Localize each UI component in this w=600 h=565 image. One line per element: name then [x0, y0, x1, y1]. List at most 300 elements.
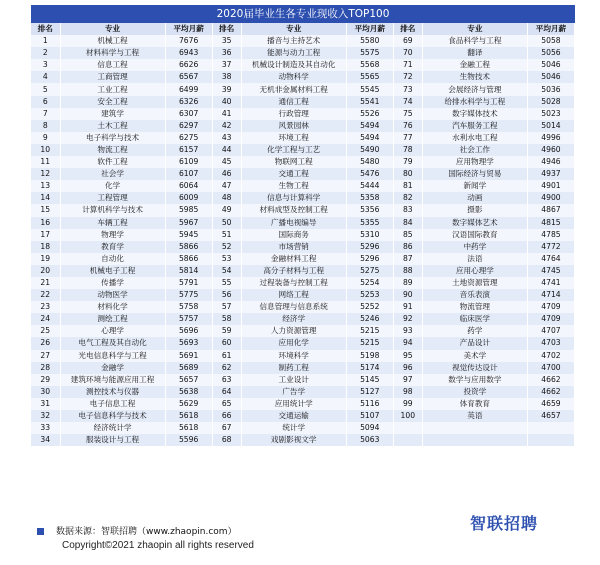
- salary-cell: 5985: [165, 204, 212, 216]
- major-cell: 生物工程: [241, 180, 346, 192]
- major-cell: 英语: [422, 410, 527, 422]
- salary-cell: 5775: [165, 289, 212, 301]
- table-row: [31, 120, 575, 132]
- rank-cell: 62: [212, 362, 241, 374]
- rank-cell: 81: [393, 180, 422, 192]
- salary-cell: 4901: [527, 180, 574, 192]
- major-cell: 计算机科学与技术: [60, 204, 165, 216]
- rank-cell: 97: [393, 374, 422, 386]
- salary-cell: 5580: [346, 35, 393, 47]
- rank-cell: 1: [31, 35, 60, 47]
- rank-cell: 17: [31, 229, 60, 241]
- major-cell: 广播电视编导: [241, 217, 346, 229]
- salary-cell: 5618: [165, 410, 212, 422]
- rank-cell: 90: [393, 289, 422, 301]
- salary-cell: 5545: [346, 83, 393, 95]
- table-row: [31, 277, 575, 289]
- rank-cell: 87: [393, 253, 422, 265]
- rank-cell: 52: [212, 241, 241, 253]
- major-cell: 建筑环境与能源应用工程: [60, 374, 165, 386]
- major-cell: 应用物理学: [422, 156, 527, 168]
- salary-cell: 4657: [527, 410, 574, 422]
- salary-cell: 4764: [527, 253, 574, 265]
- rank-cell: 71: [393, 59, 422, 71]
- salary-cell: 6009: [165, 192, 212, 204]
- rank-cell: [393, 422, 422, 434]
- major-cell: 摄影: [422, 204, 527, 216]
- table-row: [31, 301, 575, 313]
- salary-cell: 4659: [527, 398, 574, 410]
- rank-cell: 61: [212, 350, 241, 362]
- rank-cell: 30: [31, 386, 60, 398]
- table-row: [31, 156, 575, 168]
- header-salary: 平均月薪: [346, 23, 393, 35]
- major-cell: 中药学: [422, 241, 527, 253]
- major-cell: 能源与动力工程: [241, 47, 346, 59]
- rank-cell: 72: [393, 71, 422, 83]
- major-cell: 视觉传达设计: [422, 362, 527, 374]
- major-cell: 机械电子工程: [60, 265, 165, 277]
- table-row: [31, 253, 575, 265]
- rank-cell: 84: [393, 217, 422, 229]
- salary-cell: 6109: [165, 156, 212, 168]
- salary-cell: 5866: [165, 241, 212, 253]
- major-cell: 材料化学: [60, 301, 165, 313]
- rank-cell: 55: [212, 277, 241, 289]
- salary-cell: 4700: [527, 362, 574, 374]
- rank-cell: 39: [212, 83, 241, 95]
- major-cell: 动画: [422, 192, 527, 204]
- rank-cell: 89: [393, 277, 422, 289]
- salary-cell: 4867: [527, 204, 574, 216]
- salary-cell: 5056: [527, 47, 574, 59]
- major-cell: 金融工程: [422, 59, 527, 71]
- table-row: [31, 422, 575, 434]
- major-cell: 过程装备与控制工程: [241, 277, 346, 289]
- salary-cell: 5526: [346, 108, 393, 120]
- salary-cell: 4946: [527, 156, 574, 168]
- major-cell: 食品科学与工程: [422, 35, 527, 47]
- major-cell: 应用心理学: [422, 265, 527, 277]
- major-cell: 信息工程: [60, 59, 165, 71]
- salary-cell: 5629: [165, 398, 212, 410]
- rank-cell: 79: [393, 156, 422, 168]
- salary-cell: 4662: [527, 374, 574, 386]
- major-cell: 软件工程: [60, 156, 165, 168]
- major-cell: 动物医学: [60, 289, 165, 301]
- major-cell: 服装设计与工程: [60, 434, 165, 446]
- rank-cell: 69: [393, 35, 422, 47]
- major-cell: 制药工程: [241, 362, 346, 374]
- major-cell: 信息管理与信息系统: [241, 301, 346, 313]
- major-cell: 数字媒体技术: [422, 108, 527, 120]
- rank-cell: 99: [393, 398, 422, 410]
- salary-cell: 5046: [527, 71, 574, 83]
- table-body: [31, 35, 575, 446]
- major-cell: 应用化学: [241, 337, 346, 349]
- major-cell: 临床医学: [422, 313, 527, 325]
- salary-cell: 6064: [165, 180, 212, 192]
- rank-cell: 58: [212, 313, 241, 325]
- major-cell: 翻译: [422, 47, 527, 59]
- header-major: 专业: [422, 23, 527, 35]
- rank-cell: 80: [393, 168, 422, 180]
- table-row: [31, 241, 575, 253]
- major-cell: 金融学: [60, 362, 165, 374]
- rank-cell: 73: [393, 83, 422, 95]
- salary-cell: 5253: [346, 289, 393, 301]
- rank-cell: 53: [212, 253, 241, 265]
- rank-cell: 45: [212, 156, 241, 168]
- salary-cell: 6567: [165, 71, 212, 83]
- salary-cell: 5252: [346, 301, 393, 313]
- table-row: [31, 337, 575, 349]
- table-row: [31, 204, 575, 216]
- salary-cell: 5127: [346, 386, 393, 398]
- rank-cell: 92: [393, 313, 422, 325]
- table-row: [31, 325, 575, 337]
- major-cell: 工业设计: [241, 374, 346, 386]
- salary-cell: 6275: [165, 132, 212, 144]
- rank-cell: 43: [212, 132, 241, 144]
- rank-cell: 35: [212, 35, 241, 47]
- rank-cell: 28: [31, 362, 60, 374]
- table-row: [31, 410, 575, 422]
- major-cell: 国际商务: [241, 229, 346, 241]
- rank-cell: 24: [31, 313, 60, 325]
- major-cell: 会展经济与管理: [422, 83, 527, 95]
- rank-cell: 51: [212, 229, 241, 241]
- salary-cell: 5568: [346, 59, 393, 71]
- table-row: [31, 71, 575, 83]
- table-row: [31, 289, 575, 301]
- major-cell: 戏剧影视文学: [241, 434, 346, 446]
- rank-cell: 7: [31, 108, 60, 120]
- rank-cell: 77: [393, 132, 422, 144]
- rank-cell: 100: [393, 410, 422, 422]
- major-cell: 美术学: [422, 350, 527, 362]
- salary-cell: 5310: [346, 229, 393, 241]
- rank-cell: 41: [212, 108, 241, 120]
- salary-cell: 5215: [346, 325, 393, 337]
- zhaopin-logo: 智联招聘: [470, 514, 539, 533]
- major-cell: 广告学: [241, 386, 346, 398]
- rank-cell: 66: [212, 410, 241, 422]
- major-cell: 测控技术与仪器: [60, 386, 165, 398]
- rank-cell: 57: [212, 301, 241, 313]
- rank-cell: 12: [31, 168, 60, 180]
- salary-cell: 5490: [346, 144, 393, 156]
- table-row: [31, 229, 575, 241]
- major-cell: 音乐表演: [422, 289, 527, 301]
- rank-cell: 22: [31, 289, 60, 301]
- table-row: [31, 217, 575, 229]
- salary-cell: 5254: [346, 277, 393, 289]
- rank-cell: 27: [31, 350, 60, 362]
- salary-cell: 5094: [346, 422, 393, 434]
- rank-cell: 42: [212, 120, 241, 132]
- salary-cell: 4815: [527, 217, 574, 229]
- rank-cell: 54: [212, 265, 241, 277]
- major-cell: 体育教育: [422, 398, 527, 410]
- salary-cell: 5275: [346, 265, 393, 277]
- salary-cell: 5967: [165, 217, 212, 229]
- major-cell: 工商管理: [60, 71, 165, 83]
- major-cell: 经济统计学: [60, 422, 165, 434]
- salary-cell: 6297: [165, 120, 212, 132]
- major-cell: 材料成型及控制工程: [241, 204, 346, 216]
- rank-cell: 60: [212, 337, 241, 349]
- rank-cell: 11: [31, 156, 60, 168]
- rank-cell: 37: [212, 59, 241, 71]
- rank-cell: 76: [393, 120, 422, 132]
- table-row: [31, 168, 575, 180]
- major-cell: 生物技术: [422, 71, 527, 83]
- table-row: [31, 192, 575, 204]
- table-row: [31, 398, 575, 410]
- salary-cell: 5791: [165, 277, 212, 289]
- major-cell: 环境科学: [241, 350, 346, 362]
- ranking-table: [31, 23, 575, 446]
- rank-cell: 21: [31, 277, 60, 289]
- salary-cell: 4741: [527, 277, 574, 289]
- major-cell: 物流管理: [422, 301, 527, 313]
- salary-cell: 4709: [527, 313, 574, 325]
- salary-cell: 5657: [165, 374, 212, 386]
- rank-cell: 56: [212, 289, 241, 301]
- rank-cell: 46: [212, 168, 241, 180]
- major-cell: 应用统计学: [241, 398, 346, 410]
- rank-cell: [393, 434, 422, 446]
- rank-cell: 44: [212, 144, 241, 156]
- major-cell: 信息与计算科学: [241, 192, 346, 204]
- salary-cell: 4707: [527, 325, 574, 337]
- rank-cell: 88: [393, 265, 422, 277]
- salary-cell: 4745: [527, 265, 574, 277]
- header-salary: 平均月薪: [165, 23, 212, 35]
- salary-cell: 5058: [527, 35, 574, 47]
- salary-cell: 5296: [346, 253, 393, 265]
- salary-cell: 5689: [165, 362, 212, 374]
- salary-cell: 5696: [165, 325, 212, 337]
- major-cell: 电子科学与技术: [60, 132, 165, 144]
- rank-cell: 91: [393, 301, 422, 313]
- major-cell: 物流工程: [60, 144, 165, 156]
- major-cell: 传播学: [60, 277, 165, 289]
- rank-cell: 25: [31, 325, 60, 337]
- major-cell: 化学: [60, 180, 165, 192]
- major-cell: 数字媒体艺术: [422, 217, 527, 229]
- header-rank: 排名: [212, 23, 241, 35]
- rank-cell: 31: [31, 398, 60, 410]
- table-row: [31, 132, 575, 144]
- table-row: [31, 59, 575, 71]
- salary-cell: 5145: [346, 374, 393, 386]
- rank-cell: 34: [31, 434, 60, 446]
- major-cell: 通信工程: [241, 96, 346, 108]
- major-cell: 光电信息科学与工程: [60, 350, 165, 362]
- salary-cell: 6157: [165, 144, 212, 156]
- major-cell: 无机非金属材料工程: [241, 83, 346, 95]
- salary-cell: 5494: [346, 132, 393, 144]
- major-cell: 工程管理: [60, 192, 165, 204]
- major-cell: 自动化: [60, 253, 165, 265]
- major-cell: 动物科学: [241, 71, 346, 83]
- major-cell: 人力资源管理: [241, 325, 346, 337]
- rank-cell: 14: [31, 192, 60, 204]
- salary-cell: 5036: [527, 83, 574, 95]
- table-row: [31, 434, 575, 446]
- table-row: [31, 386, 575, 398]
- rank-cell: 47: [212, 180, 241, 192]
- salary-cell: 4662: [527, 386, 574, 398]
- salary-cell: 4703: [527, 337, 574, 349]
- salary-cell: 5758: [165, 301, 212, 313]
- salary-cell: 5028: [527, 96, 574, 108]
- major-cell: 物联网工程: [241, 156, 346, 168]
- salary-cell: 5618: [165, 422, 212, 434]
- data-source-text: 数据来源：智联招聘（www.zhaopin.com）: [56, 527, 237, 537]
- major-cell: [422, 434, 527, 446]
- rank-cell: 85: [393, 229, 422, 241]
- major-cell: 汽车服务工程: [422, 120, 527, 132]
- rank-cell: 13: [31, 180, 60, 192]
- major-cell: 土木工程: [60, 120, 165, 132]
- major-cell: 教育学: [60, 241, 165, 253]
- major-cell: 高分子材料与工程: [241, 265, 346, 277]
- salary-cell: 5541: [346, 96, 393, 108]
- salary-cell: [527, 434, 574, 446]
- table-row: [31, 83, 575, 95]
- salary-cell: 5358: [346, 192, 393, 204]
- table-row: [31, 108, 575, 120]
- major-cell: 测绘工程: [60, 313, 165, 325]
- rank-cell: 64: [212, 386, 241, 398]
- salary-cell: 5198: [346, 350, 393, 362]
- header-major: 专业: [241, 23, 346, 35]
- rank-cell: 94: [393, 337, 422, 349]
- major-cell: 电子信息科学与技术: [60, 410, 165, 422]
- major-cell: 社会工作: [422, 144, 527, 156]
- salary-cell: 5107: [346, 410, 393, 422]
- rank-cell: 95: [393, 350, 422, 362]
- salary-cell: 5638: [165, 386, 212, 398]
- copyright-text: Copyright©2021 zhaopin all rights reserved: [62, 540, 254, 551]
- major-cell: 化学工程与工艺: [241, 144, 346, 156]
- rank-cell: 15: [31, 204, 60, 216]
- table-header-row: [31, 23, 575, 35]
- major-cell: 车辆工程: [60, 217, 165, 229]
- salary-cell: 4714: [527, 289, 574, 301]
- table-row: [31, 144, 575, 156]
- salary-cell: 5693: [165, 337, 212, 349]
- salary-cell: 5116: [346, 398, 393, 410]
- table-row: [31, 35, 575, 47]
- salary-cell: 5174: [346, 362, 393, 374]
- salary-cell: 5215: [346, 337, 393, 349]
- header-major: 专业: [60, 23, 165, 35]
- salary-cell: 5866: [165, 253, 212, 265]
- header-salary: 平均月薪: [527, 23, 574, 35]
- major-cell: 新闻学: [422, 180, 527, 192]
- salary-cell: 4937: [527, 168, 574, 180]
- major-cell: 心理学: [60, 325, 165, 337]
- major-cell: 行政管理: [241, 108, 346, 120]
- rank-cell: 98: [393, 386, 422, 398]
- salary-cell: 5596: [165, 434, 212, 446]
- salary-cell: 4996: [527, 132, 574, 144]
- rank-cell: 29: [31, 374, 60, 386]
- rank-cell: 16: [31, 217, 60, 229]
- salary-cell: 6943: [165, 47, 212, 59]
- rank-cell: 93: [393, 325, 422, 337]
- major-cell: 机械设计制造及其自动化: [241, 59, 346, 71]
- rank-cell: 10: [31, 144, 60, 156]
- rank-cell: 6: [31, 96, 60, 108]
- major-cell: 社会学: [60, 168, 165, 180]
- salary-cell: 5444: [346, 180, 393, 192]
- salary-cell: 4772: [527, 241, 574, 253]
- salary-cell: 6626: [165, 59, 212, 71]
- table-row: [31, 96, 575, 108]
- salary-cell: 7676: [165, 35, 212, 47]
- rank-cell: 32: [31, 410, 60, 422]
- table-row: [31, 313, 575, 325]
- major-cell: 土地资源管理: [422, 277, 527, 289]
- rank-cell: 20: [31, 265, 60, 277]
- major-cell: 国际经济与贸易: [422, 168, 527, 180]
- rank-cell: 75: [393, 108, 422, 120]
- major-cell: 播音与主持艺术: [241, 35, 346, 47]
- header-rank: 排名: [393, 23, 422, 35]
- salary-cell: 5046: [527, 59, 574, 71]
- major-cell: 工业工程: [60, 83, 165, 95]
- rank-cell: 3: [31, 59, 60, 71]
- major-cell: 交通工程: [241, 168, 346, 180]
- major-cell: 法语: [422, 253, 527, 265]
- salary-cell: 4960: [527, 144, 574, 156]
- major-cell: 水利水电工程: [422, 132, 527, 144]
- rank-cell: 8: [31, 120, 60, 132]
- header-rank: 排名: [31, 23, 60, 35]
- rank-cell: 9: [31, 132, 60, 144]
- rank-cell: 48: [212, 192, 241, 204]
- salary-cell: 6326: [165, 96, 212, 108]
- major-cell: 汉语国际教育: [422, 229, 527, 241]
- major-cell: 经济学: [241, 313, 346, 325]
- salary-cell: 6107: [165, 168, 212, 180]
- salary-cell: 5023: [527, 108, 574, 120]
- salary-cell: 5945: [165, 229, 212, 241]
- salary-cell: 5814: [165, 265, 212, 277]
- major-cell: 给排水科学与工程: [422, 96, 527, 108]
- salary-cell: 4709: [527, 301, 574, 313]
- major-cell: 市场营销: [241, 241, 346, 253]
- salary-cell: 4785: [527, 229, 574, 241]
- rank-cell: 96: [393, 362, 422, 374]
- salary-cell: 6307: [165, 108, 212, 120]
- table-row: [31, 350, 575, 362]
- major-cell: 机械工程: [60, 35, 165, 47]
- major-cell: 药学: [422, 325, 527, 337]
- salary-cell: 6499: [165, 83, 212, 95]
- rank-cell: 68: [212, 434, 241, 446]
- major-cell: 风景园林: [241, 120, 346, 132]
- salary-cell: 5296: [346, 241, 393, 253]
- salary-cell: 5565: [346, 71, 393, 83]
- rank-cell: 50: [212, 217, 241, 229]
- ranking-table-container: [31, 5, 575, 446]
